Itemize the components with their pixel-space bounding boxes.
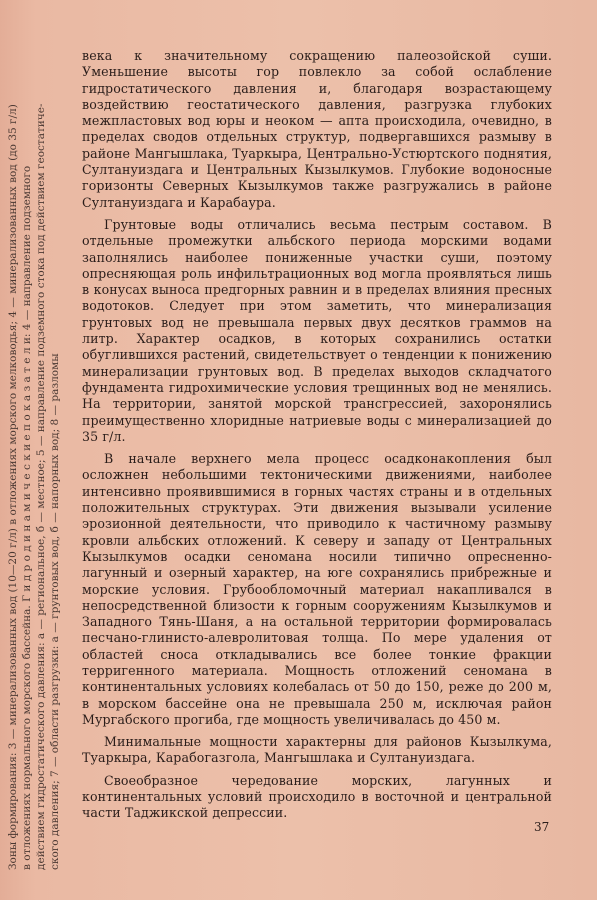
- caption-line: Зоны формирования: 3 — минерализованных вод (10—20 г/л) в отложениях морского мелководья; 4 — минерализованных вод (до 35 г/л): [7, 104, 19, 870]
- rotated-figure-caption: [6, 30, 62, 870]
- paragraph: Минимальные мощности характерны для районов Кызылкума, Туаркыра, Карабогазгола, Мангышлака и Султануиздага.: [82, 734, 552, 766]
- caption-line: в отложениях нормального морского бассейна. Г и д р о д и н а м и ч е с к и е п о к а з а т е л и: 4 — направление подземного: [21, 165, 33, 870]
- caption-line: действием гидростатического давления: а — региональное, б — местное; 5 — направление подземного стока под действием геостатиче-: [35, 103, 47, 870]
- paragraph: Своеобразное чередование морских, лагунных и континентальных условий происходило в восточной и центральной части Таджикской депрессии.: [82, 772, 552, 821]
- paragraph: В начале верхнего мела процесс осадконакопления был осложнен небольшими тектоническими движениями, наиболее интенсивно проявившимися в горных частях страны и в отдельных положительных структурах. Эти движения вызывали усиление эрозионной деятельности, что приводило к частичному размыву кровли альбских отложений. К северу и западу от Центральных Кызылкумов осадки сеномана носили типично опресненно-лагунный и озерный характер, на юге сохранялись прибрежные и морские условия. Грубообломочный материал накапливался в непосредственной близости к горным сооружениям Кызылкумов и Западного Тянь-Шаня, а на остальной территории формировалась песчано-глинисто-алевролитовая толща. По мере удаления от областей сноса откладывались все более тонкие фракции терригенного материала. Мощность отложений сеномана в континентальных условиях колебалась от 50 до 150, реже до 200 м, в морском бассейне она не превышала 250 м, исключая район Мургабского прогиба, где мощность увеличивалась до 450 м.: [82, 451, 552, 727]
- main-text: [82, 48, 552, 828]
- caption-line: ского давления; 7 — области разгрузки: а — грунтовых вод, б — напорных вод; 8 — разломы: [49, 353, 61, 870]
- paragraph: века к значительному сокращению палеозойской суши. Уменьшение высоты гор повлекло за собой ослабление гидростатического давления и, благодаря возрастающему воздействию геостатического давления, разгрузка глубоких межпластовых вод юры и неоком — апта происходила, очевидно, в пределах сводов отдельных структур, подвергавшихся размыву в районе Мангышлака, Туаркыра, Центрально-Устюртского поднятия, Султануиздага и Центральных Кызылкумов. Глубокие водоносные горизонты Северных Кызылкумов также разгружались в районе Султануиздага и Карабаура.: [82, 48, 552, 210]
- page-number: 37: [534, 820, 550, 834]
- paragraph: Грунтовые воды отличались весьма пестрым составом. В отдельные промежутки альбского периода морскими водами заполнялись наиболее пониженные участки суши, поэтому опресняющая роль инфильтрационных вод могла проявляться лишь в конусах выноса предгорных равнин и в пределах влияния пресных водотоков. Следует при этом заметить, что минерализация грунтовых вод не превышала первых двух десятков граммов на литр. Характер осадков, в которых сохранились остатки обуглившихся растений, свидетельствует о тенденции к понижению минерализации грунтовых вод. В пределах выходов складчатого фундамента гидрохимические условия трещинных вод не менялись. На территории, занятой морской трансгрессией, захоронялись преимущественно хлоридные натриевые воды с минерализацией до 35 г/л.: [82, 216, 552, 444]
